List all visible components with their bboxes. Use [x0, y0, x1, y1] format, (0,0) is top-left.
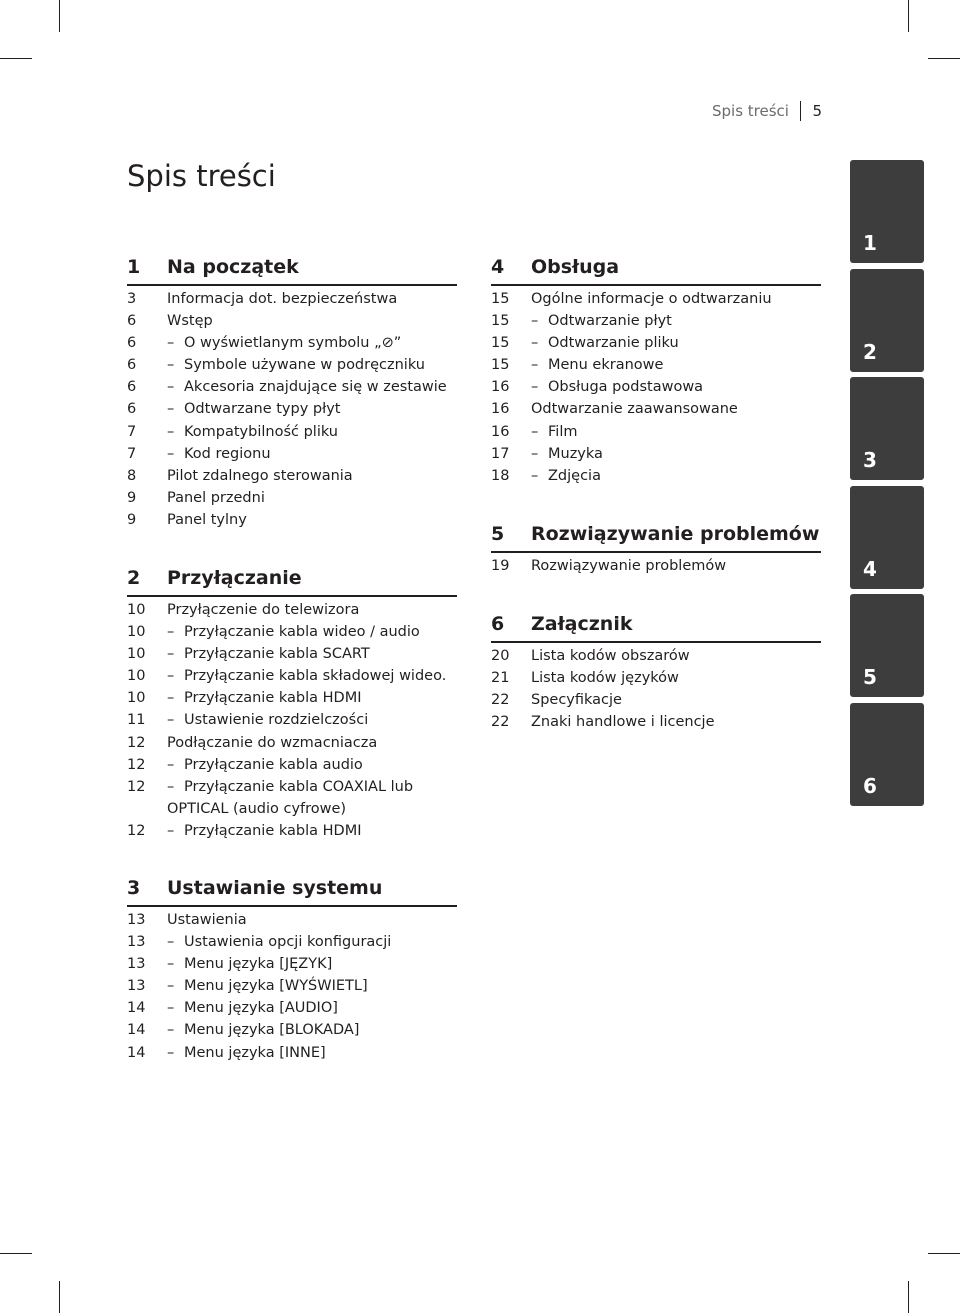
toc-entry-text: Lista kodów obszarów [531, 648, 690, 664]
section-title: Przyłączanie [167, 567, 302, 589]
toc-entry[interactable] [127, 953, 457, 975]
toc-entry-page: 10 [127, 624, 146, 641]
section-title: Rozwiązywanie problemów [531, 523, 820, 545]
toc-entry-label [531, 310, 672, 332]
toc-entry-page: 18 [491, 467, 510, 484]
toc-entry-label [167, 599, 359, 621]
toc-entry-text: Wstęp [167, 313, 213, 330]
toc-section-2 [127, 563, 457, 842]
toc-entry-dash: – [167, 690, 175, 707]
page-number: 5 [812, 102, 822, 120]
toc-entry-page: 13 [127, 978, 146, 995]
section-title: Załącznik [531, 613, 633, 635]
toc-entry-label [167, 931, 391, 953]
toc-entry-text: Kod regionu [184, 445, 271, 462]
crop-mark-bottom-right-h [928, 1253, 960, 1254]
toc-entry-label [531, 465, 601, 487]
toc-entry-dash: – [167, 379, 175, 396]
toc-entry-text: Przyłączanie kabla audio [184, 756, 363, 773]
chapter-tab-6[interactable] [850, 703, 924, 806]
crop-mark-bottom-right [908, 1281, 909, 1313]
toc-entry-label [167, 975, 368, 997]
toc-entry-label [167, 732, 377, 754]
toc-entry[interactable] [491, 310, 821, 332]
toc-entry[interactable] [127, 421, 457, 443]
toc-entry-page: 6 [127, 357, 137, 374]
toc-entry-label [167, 643, 370, 665]
section-heading [127, 252, 457, 286]
toc-entry-label [167, 665, 446, 687]
toc-entry-page: 6 [127, 335, 137, 352]
toc-entry-label [167, 465, 353, 487]
chapter-tab-number: 4 [863, 556, 877, 581]
toc-entry[interactable] [491, 667, 821, 689]
crop-mark-bottom-left [59, 1281, 60, 1313]
chapter-tab-1[interactable] [850, 160, 924, 263]
section-entries [491, 643, 821, 733]
toc-entry[interactable] [491, 689, 821, 711]
toc-entry-page: 14 [127, 1022, 146, 1039]
toc-entry[interactable] [127, 621, 457, 643]
toc-entry-page: 16 [491, 379, 510, 396]
toc-entry-label [167, 953, 332, 975]
toc-entry-page: 13 [127, 912, 146, 928]
toc-entry-dash: – [167, 1044, 175, 1061]
toc-entry[interactable] [491, 376, 821, 398]
toc-entry-label [167, 997, 338, 1019]
toc-entry-label [167, 354, 425, 376]
toc-entry[interactable] [491, 332, 821, 354]
toc-entry-label [167, 776, 413, 798]
toc-entry-text: Przyłączenie do telewizora [167, 602, 360, 618]
toc-entry-text: Odtwarzanie zaawansowane [531, 401, 738, 418]
toc-entry-dash: – [167, 646, 175, 663]
toc-entry-label [531, 398, 738, 420]
toc-entry-page: 10 [127, 602, 146, 618]
toc-entry-label [167, 909, 247, 931]
toc-entry-page: 15 [491, 335, 510, 352]
toc-entry-label [531, 354, 663, 376]
section-heading [491, 252, 821, 286]
toc-entry-label [167, 288, 397, 310]
toc-entry-label [167, 1019, 359, 1041]
toc-entry[interactable] [127, 443, 457, 465]
toc-entry[interactable] [491, 398, 821, 420]
toc-entry-page: 7 [127, 445, 137, 462]
toc-entry-label [167, 310, 213, 332]
toc-section-1 [127, 252, 457, 531]
toc-entry-text: Przyłączanie kabla SCART [184, 646, 370, 663]
toc-entry-label [167, 487, 265, 509]
toc-entry[interactable] [127, 776, 457, 798]
toc-entry-page: 21 [491, 670, 510, 687]
toc-entry-text: Symbole używane w podręczniku [184, 357, 425, 374]
toc-entry[interactable] [127, 354, 457, 376]
toc-entry-page: 11 [127, 712, 146, 729]
section-entries [127, 597, 457, 842]
toc-entry-label [167, 709, 368, 731]
toc-entry-label [167, 421, 338, 443]
toc-entry-dash: – [167, 934, 175, 951]
toc-entry-dash: – [167, 778, 175, 795]
page-title: Spis treści [127, 159, 276, 193]
toc-entry-text: Ogólne informacje o odtwarzaniu [531, 291, 772, 307]
toc-entry[interactable] [127, 709, 457, 731]
toc-entry[interactable] [127, 509, 457, 531]
toc-entry-text: Panel przedni [167, 489, 265, 506]
toc-section-6 [491, 609, 821, 733]
toc-entry-label [531, 376, 703, 398]
toc-entry-page: 19 [491, 558, 510, 574]
toc-entry-label [167, 509, 247, 531]
toc-entry[interactable] [127, 1042, 457, 1064]
toc-entry-label [531, 288, 772, 310]
toc-section-3 [127, 873, 457, 1064]
toc-entry-page: 15 [491, 291, 510, 307]
toc-entry-text: Przyłączanie kabla HDMI [184, 822, 362, 839]
toc-entry-text: Odtwarzanie pliku [548, 335, 679, 352]
toc-entry[interactable] [127, 643, 457, 665]
toc-entry-dash: – [167, 445, 175, 462]
toc-entry-label [531, 667, 679, 689]
toc-entry-text: Przyłączanie kabla wideo / audio [184, 624, 420, 641]
section-number: 6 [491, 613, 505, 635]
running-head-title: Spis treści [712, 102, 789, 120]
toc-entry-dash: – [167, 978, 175, 995]
toc-entry-page: 10 [127, 646, 146, 663]
toc-entry-label [167, 621, 420, 643]
toc-entry-label [531, 421, 577, 443]
toc-entry-page: 14 [127, 1044, 146, 1061]
toc-entry-text: Menu ekranowe [548, 357, 664, 374]
toc-entry-page: 16 [491, 423, 510, 440]
toc-entry-text: Ustawienie rozdzielczości [184, 712, 369, 729]
toc-entry[interactable] [127, 732, 457, 754]
toc-entry-page: 17 [491, 445, 510, 462]
toc-entry-page: 10 [127, 690, 146, 707]
toc-entry[interactable] [491, 645, 821, 667]
toc-entry-page: 13 [127, 956, 146, 973]
toc-entry-text: Ustawienia [167, 912, 247, 928]
toc-entry-dash: – [167, 956, 175, 973]
chapter-tab-3[interactable] [850, 377, 924, 480]
toc-entry-text: Muzyka [548, 445, 603, 462]
toc-entry-label [167, 798, 346, 820]
toc-entry-text: Panel tylny [167, 511, 247, 528]
toc-entry[interactable] [491, 555, 821, 577]
toc-entry-page: 20 [491, 648, 510, 664]
chapter-tab-number: 2 [863, 339, 877, 364]
toc-entry-dash: – [531, 467, 539, 484]
toc-entry-text: OPTICAL (audio cyfrowe) [167, 800, 347, 817]
toc-entry[interactable] [127, 909, 457, 931]
chapter-tab-number: 3 [863, 448, 877, 472]
toc-entry-label [167, 398, 340, 420]
section-number: 5 [491, 523, 505, 545]
toc-entry-label [167, 443, 271, 465]
section-entries [127, 907, 457, 1064]
toc-entry-text: Akcesoria znajdujące się w zestawie [184, 379, 447, 396]
chapter-tab-5[interactable] [850, 594, 924, 697]
toc-entry-dash: – [531, 313, 539, 330]
toc-entry-text: Ustawienia opcji konfiguracji [184, 934, 392, 951]
toc-entry-page: 15 [491, 313, 510, 330]
toc-entry-text: Menu języka [BLOKADA] [184, 1022, 360, 1039]
toc-entry-text: Przyłączanie kabla HDMI [184, 690, 362, 707]
toc-entry-dash: – [167, 756, 175, 773]
toc-entry-dash: – [167, 822, 175, 839]
toc-entry[interactable] [127, 975, 457, 997]
toc-entry-page: 13 [127, 934, 146, 951]
toc-entry-page: 12 [127, 778, 146, 795]
toc-entry-page: 12 [127, 822, 146, 839]
toc-entry-text: Menu języka [JĘZYK] [184, 956, 333, 973]
toc-entry-text: Odtwarzanie płyt [548, 313, 672, 330]
toc-entry-page: 3 [127, 291, 137, 307]
toc-entry-dash: – [531, 335, 539, 352]
running-head [700, 101, 828, 121]
toc-section-4 [491, 252, 821, 487]
section-number: 2 [127, 567, 141, 589]
toc-entry[interactable] [127, 332, 457, 354]
toc-entry[interactable] [491, 288, 821, 310]
toc-entry[interactable] [127, 754, 457, 776]
section-entries [491, 553, 821, 577]
toc-entry-page: 9 [127, 511, 137, 528]
toc-entry-dash: – [167, 423, 175, 440]
chapter-tab-number: 1 [863, 231, 877, 255]
crop-mark-top-right [908, 0, 909, 32]
toc-entry[interactable] [127, 820, 457, 842]
crop-mark-bottom-left-h [0, 1253, 32, 1254]
toc-entry-dash: – [167, 712, 175, 729]
toc-entry[interactable] [127, 310, 457, 332]
toc-entry-text: Przyłączanie kabla COAXIAL lub [184, 778, 414, 795]
toc-entry-text: Informacja dot. bezpieczeństwa [167, 291, 398, 307]
toc-entry-dash: – [167, 668, 175, 685]
toc-entry-label [167, 820, 361, 842]
toc-entry-text: Odtwarzane typy płyt [184, 401, 341, 418]
toc-entry-text: Lista kodów języków [531, 670, 679, 687]
chapter-tab-number: 6 [863, 773, 877, 798]
toc-section-5 [491, 519, 821, 577]
toc-entry-dash: – [167, 1000, 175, 1017]
toc-entry-page: 16 [491, 401, 510, 418]
toc-entry-label [531, 689, 622, 711]
toc-entry-text: Obsługa podstawowa [548, 379, 704, 396]
toc-entry-label [167, 754, 363, 776]
toc-entry-text: Film [548, 423, 578, 440]
chapter-tab-4[interactable] [850, 486, 924, 589]
toc-entry-dash: – [167, 357, 175, 374]
toc-entry-dash: – [167, 335, 175, 352]
toc-entry-page: 6 [127, 401, 137, 418]
toc-entry-page: 15 [491, 357, 510, 374]
chapter-tab-2[interactable] [850, 269, 924, 372]
toc-entry-label [531, 555, 726, 577]
crop-mark-top-left-h [0, 58, 32, 59]
toc-entry-label [531, 645, 690, 667]
toc-entry-page: 22 [491, 692, 510, 709]
toc-entry[interactable] [127, 288, 457, 310]
section-number: 4 [491, 256, 505, 278]
toc-entry[interactable] [491, 711, 821, 733]
toc-entry-dash: – [531, 423, 539, 440]
section-number: 3 [127, 877, 141, 899]
toc-entry-page: 6 [127, 379, 137, 396]
toc-entry[interactable] [127, 687, 457, 709]
toc-entry-page: 10 [127, 668, 146, 685]
toc-entry-page: 9 [127, 489, 137, 506]
section-heading [127, 563, 457, 597]
toc-entry-page: 12 [127, 756, 146, 773]
toc-entry-page: 14 [127, 1000, 146, 1017]
section-heading [491, 519, 821, 553]
toc-entry-text: Kompatybilność pliku [184, 423, 338, 440]
toc-entry-dash: – [167, 1022, 175, 1039]
toc-entry-label [167, 332, 401, 354]
toc-entry[interactable] [127, 931, 457, 953]
toc-entry-dash: – [167, 624, 175, 641]
toc-entry[interactable] [491, 465, 821, 487]
toc-entry-text: O wyświetlanym symbolu „⊘” [184, 335, 402, 352]
toc-entry[interactable] [491, 354, 821, 376]
toc-entry[interactable] [491, 443, 821, 465]
toc-entry-text: Podłączanie do wzmacniacza [167, 734, 378, 751]
toc-entry-text: Rozwiązywanie problemów [531, 558, 727, 574]
toc-entry-label [167, 687, 361, 709]
toc-entry[interactable] [127, 398, 457, 420]
toc-entry[interactable] [127, 376, 457, 398]
toc-entry[interactable] [127, 599, 457, 621]
section-entries [491, 286, 821, 487]
toc-entry-dash: – [167, 401, 175, 418]
toc-entry-label [531, 443, 603, 465]
toc-entry-label [531, 332, 679, 354]
toc-entry-label [167, 376, 447, 398]
toc-entry[interactable] [127, 798, 457, 820]
section-entries [127, 286, 457, 531]
toc-entry[interactable] [127, 997, 457, 1019]
toc-entry-dash: – [531, 357, 539, 374]
toc-entry[interactable] [127, 465, 457, 487]
toc-entry-page: 12 [127, 734, 146, 751]
running-head-separator [800, 101, 801, 121]
toc-entry-text: Menu języka [AUDIO] [184, 1000, 338, 1017]
toc-entry-dash: – [531, 379, 539, 396]
toc-entry-text: Pilot zdalnego sterowania [167, 467, 353, 484]
toc-entry-text: Znaki handlowe i licencje [531, 714, 715, 731]
toc-entry-label [531, 711, 715, 733]
section-heading [491, 609, 821, 643]
section-number: 1 [127, 256, 141, 278]
toc-entry-text: Specyfikacje [531, 692, 622, 709]
toc-entry-text: Menu języka [WYŚWIETL] [184, 978, 368, 995]
section-heading [127, 873, 457, 907]
toc-entry-text: Przyłączanie kabla składowej wideo. [184, 668, 447, 685]
crop-mark-top-left [59, 0, 60, 32]
toc-entry-dash: – [531, 445, 539, 462]
section-title: Obsługa [531, 256, 620, 278]
toc-entry-page: 6 [127, 313, 137, 330]
section-title: Ustawianie systemu [167, 877, 383, 899]
toc-entry[interactable] [127, 1019, 457, 1041]
toc-entry[interactable] [127, 665, 457, 687]
toc-entry[interactable] [491, 421, 821, 443]
crop-mark-top-right-h [928, 58, 960, 59]
toc-entry-page: 8 [127, 467, 137, 484]
toc-entry-page: 22 [491, 714, 510, 731]
toc-entry-label [167, 1042, 326, 1064]
toc-entry-text: Zdjęcia [548, 467, 601, 484]
section-title: Na początek [167, 256, 299, 278]
toc-entry[interactable] [127, 487, 457, 509]
toc-entry-page: 7 [127, 423, 137, 440]
chapter-tab-number: 5 [863, 665, 877, 689]
toc-entry-text: Menu języka [INNE] [184, 1044, 326, 1061]
